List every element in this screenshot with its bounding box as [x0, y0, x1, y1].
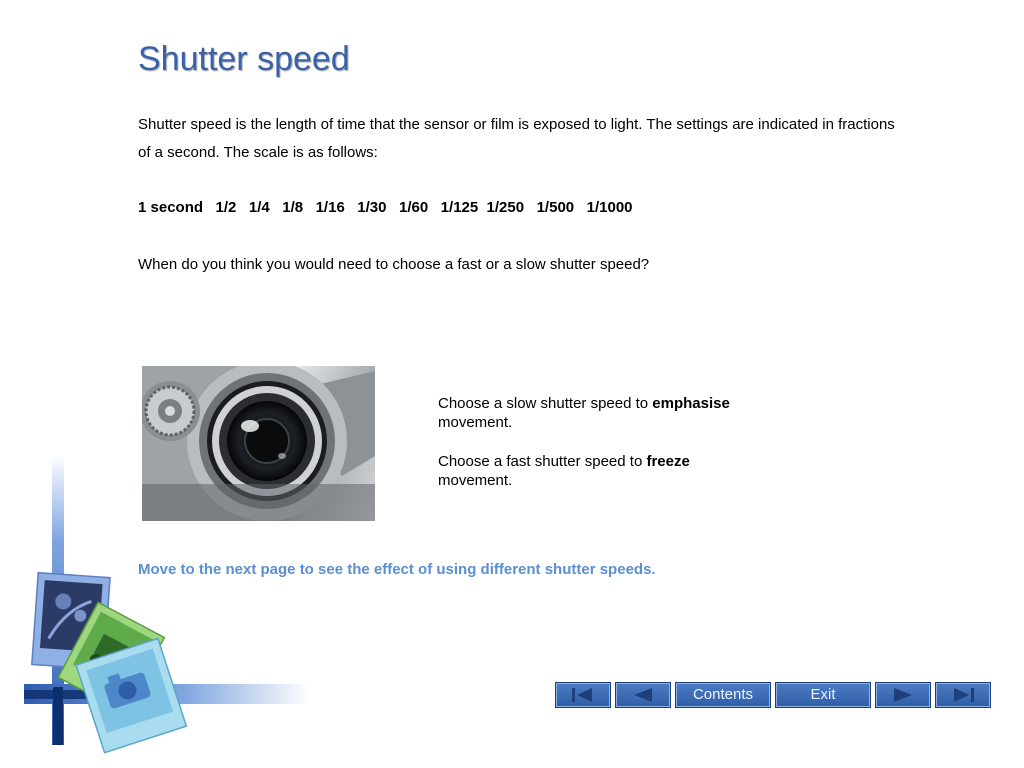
exit-button[interactable]: Exit — [775, 682, 871, 708]
previous-page-button[interactable] — [615, 682, 671, 708]
tip-fast: Choose a fast shutter speed to freeze movement. — [438, 453, 690, 489]
last-page-button[interactable] — [935, 682, 991, 708]
skip-last-icon — [946, 687, 980, 703]
contents-button[interactable]: Contents — [675, 682, 771, 708]
next-icon — [886, 687, 920, 703]
skip-first-icon — [566, 687, 600, 703]
page-title: Shutter speed — [138, 40, 350, 78]
tip-slow: Choose a slow shutter speed to emphasise movement. — [438, 395, 730, 431]
intro-paragraph: Shutter speed is the length of time that the sensor or film is exposed to light. The settings are indicated in fractions of a second. The scale is as follows: — [138, 116, 895, 161]
shutter-scale: 1 second 1/2 1/4 1/8 1/16 1/30 1/60 1/125 1/250 1/500 1/1000 — [138, 199, 633, 216]
next-page-button[interactable] — [875, 682, 931, 708]
next-page-note: Move to the next page to see the effect of using different shutter speeds. — [138, 561, 656, 578]
question-text: When do you think you would need to choose a fast or a slow shutter speed? — [138, 256, 650, 273]
corner-decoration — [0, 455, 310, 768]
first-page-button[interactable] — [555, 682, 611, 708]
shutter-tips — [438, 394, 738, 510]
previous-icon — [626, 687, 660, 703]
